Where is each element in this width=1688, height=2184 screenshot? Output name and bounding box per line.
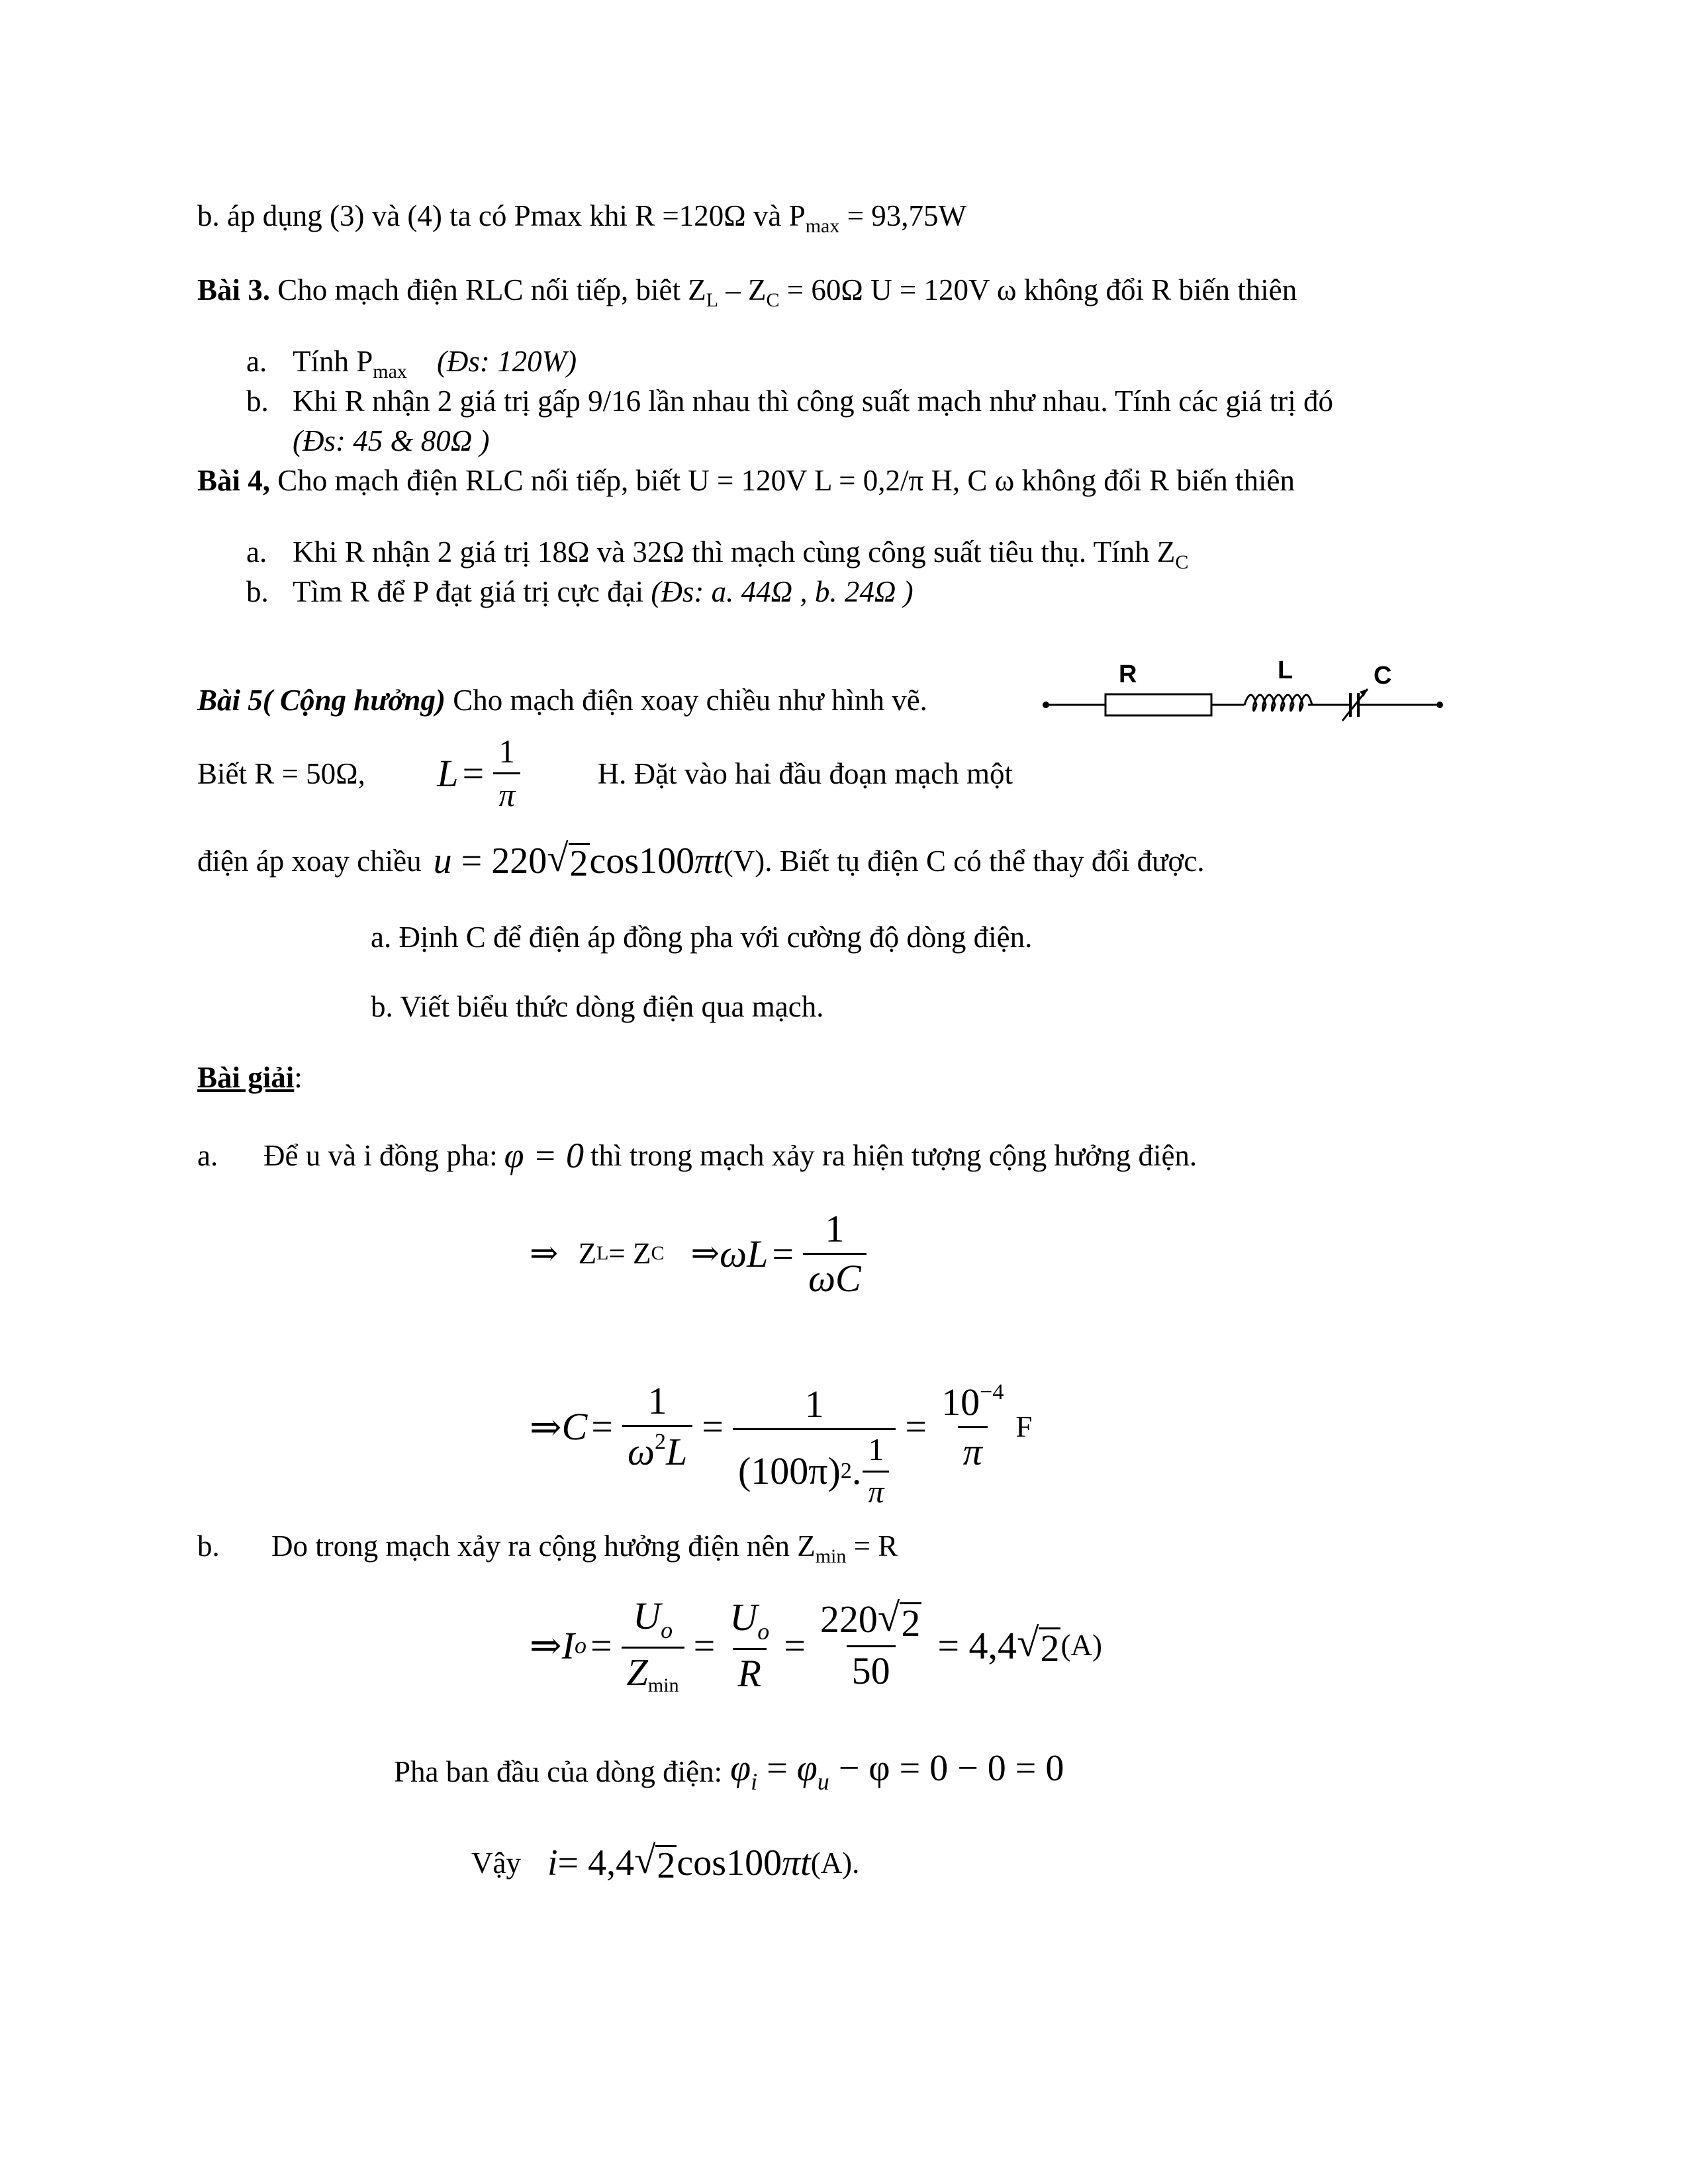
phase-line [394, 1747, 1064, 1796]
eq3-fraction-1 [622, 1595, 684, 1696]
solution-b-text2: = R [846, 1529, 898, 1563]
eq3-result: = 4,4 [937, 1623, 1017, 1667]
phase-eq: = [757, 1748, 797, 1789]
bai4-a-label: a. [246, 535, 267, 569]
circuit-diagram [1039, 652, 1463, 725]
equation-2 [530, 1343, 1032, 1510]
eq2-arrow: ⇒ [530, 1405, 562, 1449]
eq1-den: ωC [803, 1253, 867, 1300]
bai5-sqrt-arg: 2 [569, 843, 588, 884]
bai4-b-text: Tìm R để P đạt giá trị cực đại [293, 575, 651, 608]
intro-text: b. áp dụng (3) và (4) ta có Pmax khi R =120Ω và P [197, 199, 806, 232]
eq2-f1-sup: 2 [654, 1430, 666, 1455]
eq3-eq3: = [784, 1623, 806, 1667]
eq1-z: Z [578, 1237, 597, 1271]
bai4-b-label: b. [246, 575, 269, 608]
eq1-eq: = [772, 1232, 794, 1275]
eq3-f1-den [622, 1647, 684, 1696]
final-cos: cos100 [677, 1842, 782, 1884]
eq2-f2-inner-den: π [863, 1471, 889, 1510]
bai5-sqrt: √ 2 [547, 837, 588, 884]
eq1-fraction [803, 1208, 867, 1300]
bai3-b-text: Khi R nhận 2 giá trị gấp 9/16 lần nhau thì công suất mạch như nhau. Tính các giá trị đó [293, 385, 1333, 418]
final-eq: = 4,4 [557, 1842, 635, 1884]
bai3-a-sub: max [373, 361, 407, 383]
eq3-f3-sqrt: √ 2 [877, 1596, 921, 1645]
circuit-terminal-left [1043, 702, 1049, 708]
circuit-label-C: C [1374, 662, 1392, 690]
eq2-f2-paren: (100π) [737, 1449, 841, 1493]
eq2-f1-den [622, 1425, 692, 1473]
phase-phi-u: φ [796, 1748, 818, 1789]
eq3-result-sqrt-arg: 2 [1040, 1626, 1060, 1670]
eq2-eq2: = [702, 1405, 724, 1449]
bai5-given-suffix: H. Đặt vào hai đầu đoạn mạch một [597, 756, 1013, 790]
intro-line-b [197, 199, 966, 238]
eq2-eq3: = [905, 1405, 927, 1449]
bai5-frac-den: π [493, 772, 520, 813]
eq2-f3-num [936, 1380, 1009, 1426]
eq2-fraction-1 [622, 1380, 692, 1473]
bai3-text2: = 60Ω U = 120V ω không đổi R biến thiên [779, 273, 1297, 306]
eq3-eq1: = [590, 1623, 612, 1667]
eq3-I: I [561, 1623, 575, 1667]
bai4-title [197, 463, 1295, 498]
eq1-arrow: ⇒ [530, 1235, 559, 1273]
eq3-unit: (A) [1060, 1629, 1102, 1662]
circuit-label-L: L [1278, 657, 1293, 684]
eq3-f1-U-sub: o [661, 1617, 673, 1643]
bai5-text1: Cho mạch điện xoay chiều như hình vẽ. [445, 684, 927, 717]
eq2-f3-sup: −4 [980, 1380, 1004, 1405]
intro-sub: max [805, 215, 840, 237]
final-sqrt-arg: 2 [657, 1845, 676, 1886]
eq1-zl: L [596, 1242, 609, 1265]
eq3-f3-num [815, 1598, 927, 1645]
solution-heading-text: Bài giải [197, 1061, 295, 1094]
eq2-f2-inner-fraction [863, 1433, 889, 1510]
bai5-title [197, 683, 927, 717]
eq2-f2-den [733, 1428, 896, 1510]
eq3-f2-R: R [733, 1648, 767, 1695]
bai5-L-symbol: L [437, 752, 459, 795]
bai5-given-prefix: Biết R = 50Ω, [197, 756, 365, 790]
bai5-u-expr [434, 839, 724, 882]
bai3-text1: Cho mạch điện RLC nối tiếp, biêt Z [270, 273, 706, 306]
eq3-f1-Z-sub: min [647, 1674, 679, 1696]
solution-heading-colon: : [294, 1061, 303, 1094]
final-expr [547, 1841, 811, 1884]
eq2-eq1: = [591, 1405, 614, 1449]
bai5-L-expr [437, 733, 526, 813]
bai5-frac-num: 1 [498, 733, 516, 770]
eq3-f3-220: 220 [820, 1598, 878, 1641]
bai3-mid: – Z [718, 273, 767, 306]
phase-rest: − φ = 0 − 0 = 0 [829, 1748, 1064, 1789]
bai5-voltage-prefix: điện áp xoay chiều [197, 844, 422, 878]
bai5-given [197, 733, 1013, 813]
eq3-f3-sqrt-arg: 2 [901, 1602, 921, 1645]
bai5-question-b: b. Viết biểu thức dòng điện qua mạch. [371, 990, 824, 1023]
solution-b-label: b. [197, 1529, 220, 1563]
bai4-text: Cho mạch điện RLC nối tiếp, biết U = 120V L = 0,2/π H, C ω không đổi R biến thiên [270, 464, 1295, 497]
final-vay: Vậy [471, 1846, 521, 1880]
eq3-arrow: ⇒ [530, 1624, 562, 1668]
final-unit: (A). [810, 1846, 860, 1880]
eq2-f2-sup: 2 [840, 1459, 852, 1484]
equation-3 [530, 1595, 1102, 1696]
bai5-voltage [197, 839, 1205, 882]
bai4-b-answer: (Đs: a. 44Ω , b. 24Ω ) [651, 575, 914, 608]
bai5-u-coef: = 220 [461, 840, 547, 882]
bai4-item-a [246, 535, 1188, 574]
eq3-result-sqrt: √ 2 [1017, 1620, 1060, 1670]
eq3-f2-U-sub: o [757, 1618, 770, 1645]
equation-1 [530, 1208, 872, 1300]
bai5-u-symbol: u [433, 840, 452, 882]
bai5-u-pit: πt [694, 840, 724, 882]
eq2-f1-omega: ω [628, 1430, 655, 1474]
eq2-fraction-3 [936, 1380, 1009, 1473]
eq1-zc: C [651, 1242, 665, 1265]
solution-a-phi: φ = 0 [504, 1136, 584, 1175]
solution-a-text1: Để u và i đồng pha: [263, 1139, 498, 1172]
bai4-label: Bài 4, [197, 464, 271, 497]
bai3-b-answer: (Đs: 45 & 80Ω ) [293, 424, 490, 457]
phase-i-sub: i [751, 1768, 758, 1795]
bai5-L-fraction [493, 733, 520, 813]
eq1-num: 1 [825, 1207, 845, 1250]
final-pit: πt [782, 1842, 811, 1884]
final-line [471, 1841, 859, 1884]
solution-b-text: Do trong mạch xảy ra cộng hưởng điện nên Z [271, 1529, 816, 1563]
eq3-f3-den: 50 [847, 1645, 896, 1692]
bai3-item-a [246, 344, 577, 383]
eq1-wl: ωL [720, 1232, 769, 1275]
eq1-mid: = Z [608, 1237, 651, 1271]
intro-text2: = 93,75W [839, 199, 966, 232]
bai5-question-a: a. Định C để điện áp đồng pha với cường độ dòng điện. [371, 921, 1033, 954]
eq2-c: C [561, 1405, 588, 1449]
bai3-subC: C [766, 289, 780, 311]
eq3-fraction-3 [815, 1598, 927, 1692]
bai3-subL: L [706, 289, 719, 311]
circuit-terminal-right [1436, 702, 1443, 708]
phase-phi-i: φ [730, 1748, 751, 1789]
phase-text: Pha ban đầu của dòng điện: [394, 1754, 723, 1788]
bai3-a-label: a. [246, 345, 267, 378]
solution-b-line [197, 1529, 898, 1568]
bai4-a-text: Khi R nhận 2 giá trị 18Ω và 32Ω thì mạch cùng công suất tiêu thụ. Tính Z [293, 535, 1176, 569]
eq3-f1-U: U [633, 1594, 661, 1637]
bai5-u-cos: cos100 [589, 840, 695, 882]
solution-b-sub: min [815, 1545, 847, 1567]
solution-a-label: a. [197, 1139, 218, 1172]
bai3-item-b [246, 384, 1333, 418]
eq2-fraction-2 [733, 1383, 896, 1510]
eq3-f2-U: U [729, 1596, 758, 1639]
eq3-fraction-2 [724, 1596, 774, 1694]
solution-a-text2: thì trong mạch xảy ra hiện tượng cộng hưởng điện. [590, 1139, 1197, 1172]
final-i: i [547, 1842, 558, 1884]
solution-heading [197, 1060, 303, 1095]
circuit-label-R: R [1119, 660, 1137, 688]
bai5-label: Bài 5( Cộng hưởng) [197, 684, 445, 717]
eq2-f1-num: 1 [647, 1379, 667, 1423]
phase-u-sub: u [817, 1768, 829, 1795]
inductor-symbol [1244, 695, 1312, 711]
eq3-f2-num [724, 1596, 774, 1648]
solution-a-line [197, 1135, 1197, 1176]
bai3-a-text: Tính P [293, 345, 373, 378]
eq3-f1-Z: Z [626, 1650, 648, 1694]
eq3-eq2: = [693, 1623, 716, 1667]
bai4-a-sub: C [1175, 551, 1189, 573]
eq2-f1-L: L [665, 1430, 688, 1474]
bai3-b-answer-line [293, 424, 490, 458]
bai3-a-answer: (Đs: 120W) [436, 345, 577, 378]
eq2-unit: F [1015, 1410, 1033, 1443]
resistor-symbol [1105, 694, 1211, 715]
bai3-label: Bài 3. [197, 273, 271, 306]
eq1-arrow2: ⇒ [690, 1235, 720, 1273]
eq2-f2-num: 1 [804, 1383, 824, 1426]
eq2-f3-ten: 10 [941, 1381, 980, 1424]
eq3-f1-num [628, 1595, 678, 1647]
phase-expr [730, 1747, 1064, 1796]
bai5-voltage-suffix: (V). Biết tụ điện C có thể thay đổi được. [723, 844, 1205, 878]
final-sqrt: √ 2 [634, 1839, 676, 1886]
bai3-b-label: b. [246, 385, 269, 418]
bai4-item-b [246, 574, 914, 609]
bai3-title [197, 273, 1297, 312]
eq2-f2-dot: . [851, 1449, 862, 1493]
bai5-L-eq: = [462, 752, 485, 795]
eq2-f2-inner-num: 1 [868, 1432, 884, 1467]
eq3-I-sub: o [574, 1632, 586, 1659]
eq2-f3-den: π [958, 1426, 988, 1473]
